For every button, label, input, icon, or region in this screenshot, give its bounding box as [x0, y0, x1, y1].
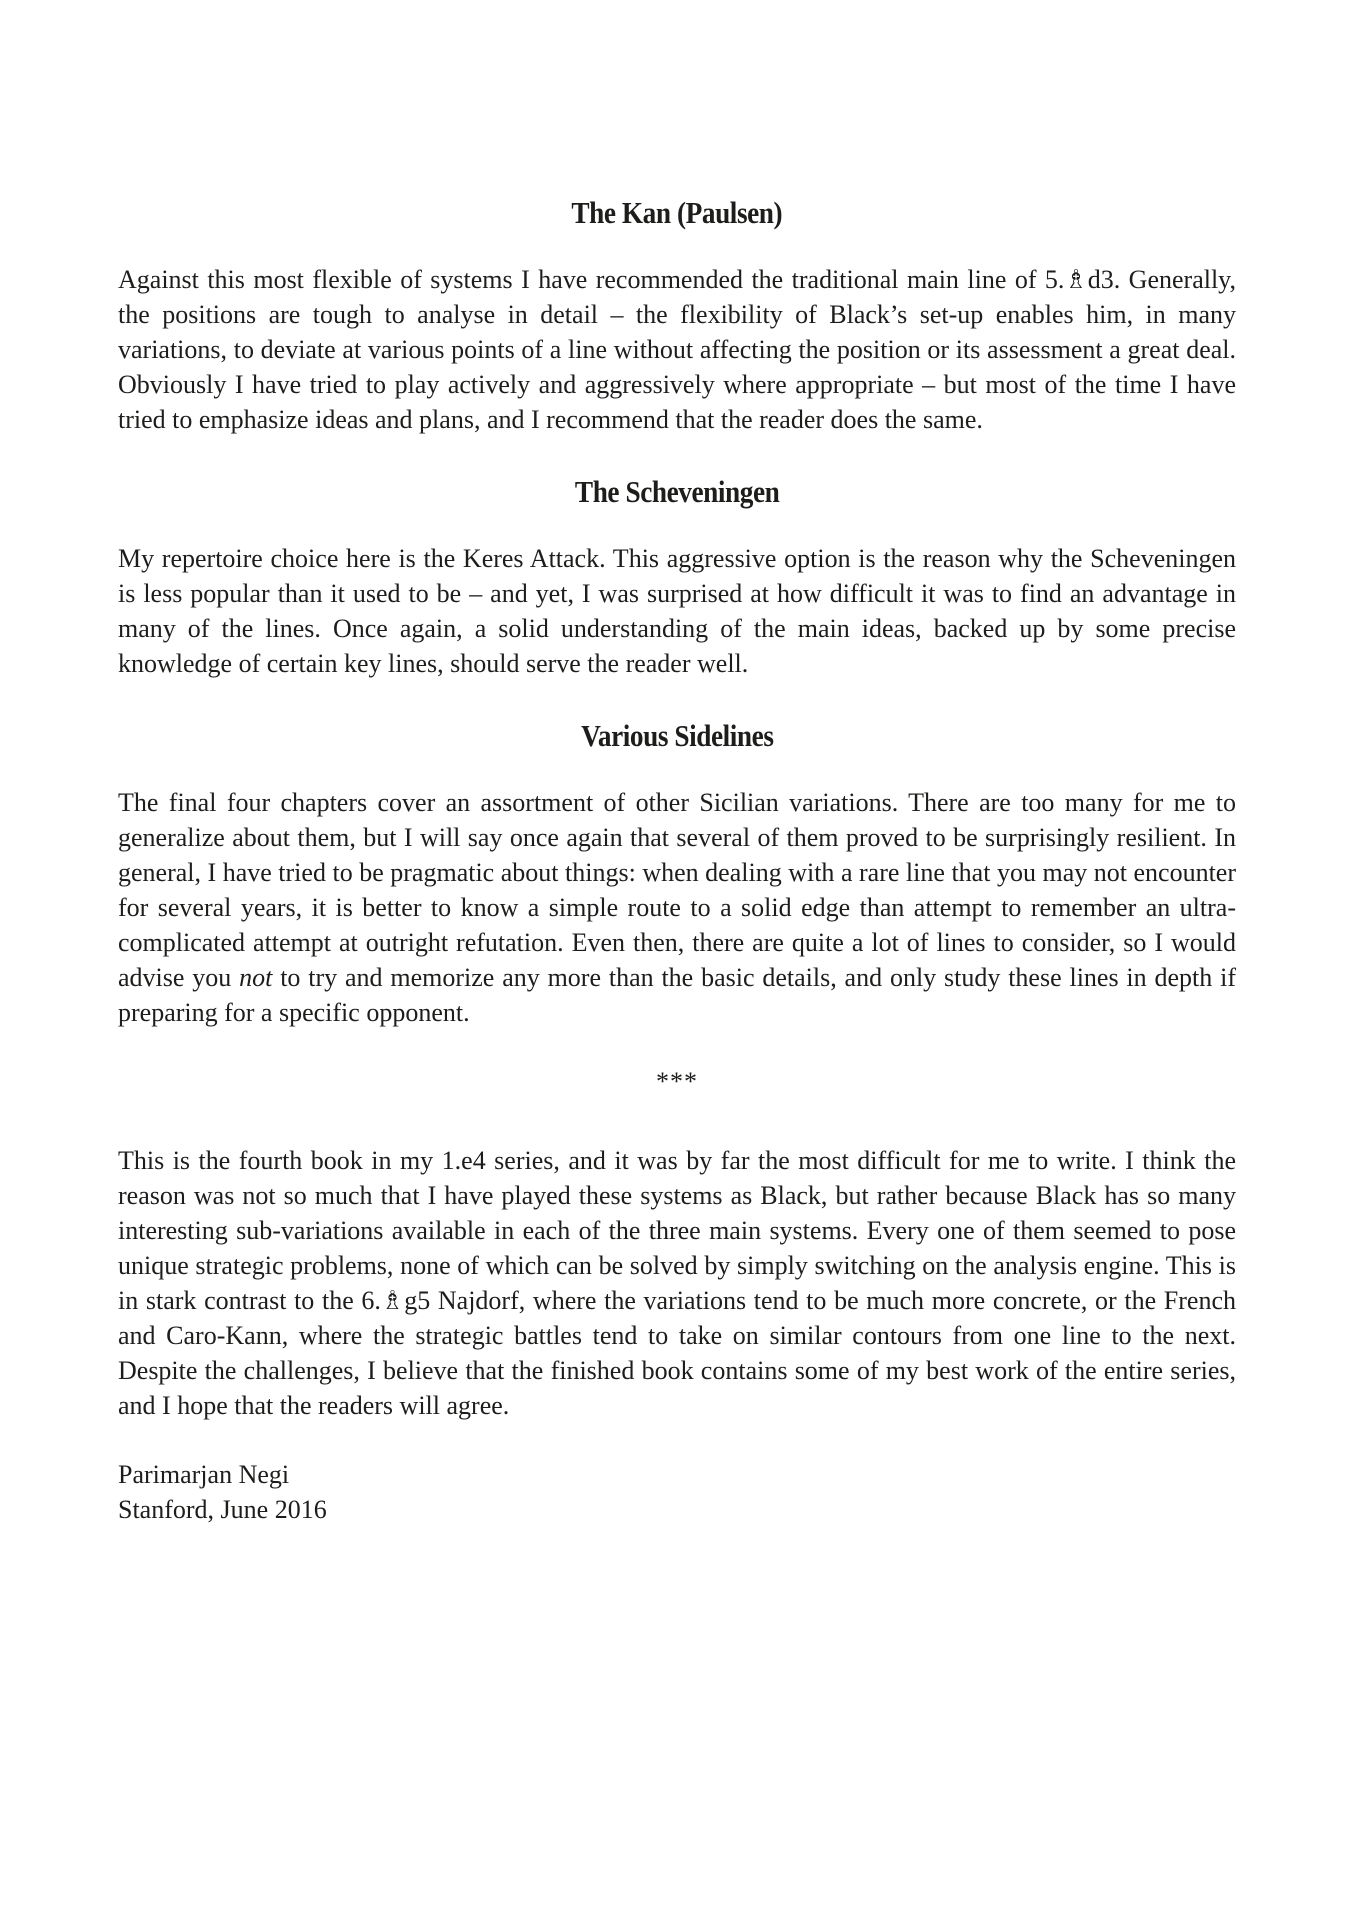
paragraph-various-sidelines — [118, 785, 1236, 1030]
text-run: The final four chapters cover an assortment of other Sicilian variations. There are too many for me to generalize about them, but I will say once again that several of them proved to be surprisingly resilient. In general, I have tried to be pragmatic about things: when dealing with a rare line that you may not encounter for several years, it is better to know a simple route to a solid edge than attempt to remember an ultra-complicated attempt at outright refutation. Even then, there are quite a lot of lines to consider, so I would advise you — [118, 788, 1236, 992]
signature-location-date: Stanford, June 2016 — [118, 1495, 327, 1524]
signature-author: Parimarjan Negi — [118, 1460, 290, 1489]
asterisk-separator: *** — [656, 1067, 698, 1096]
signature-block — [118, 1457, 1236, 1527]
section-heading-text: The Scheveningen — [574, 474, 780, 509]
section-heading-various-sidelines — [118, 715, 1236, 757]
text-run: to try and memorize any more than the basic details, and only study these lines in depth if preparing for a specific opponent. — [118, 963, 1236, 1027]
section-heading-text: Various Sidelines — [580, 718, 774, 753]
emphasized-text-run: not — [239, 963, 273, 992]
paragraph-scheveningen — [118, 541, 1236, 681]
text-run: Against this most flexible of systems I have recommended the traditional main line of 5.♗d3. Generally, the positions are tough to analyse in detail – the flexibility of Black’s set-up enables him, in many variations, to deviate at various points of a line without affecting the position or its assessment a great deal. Obviously I have tried to play actively and aggressively where appropriate – but most of the time I have tried to emphasize ideas and plans, and I recommend that the reader does the same. — [118, 265, 1236, 434]
paragraph-kan-paulsen — [118, 262, 1236, 437]
section-heading-scheveningen — [118, 471, 1236, 513]
text-run: This is the fourth book in my 1.e4 series, and it was by far the most difficult for me to write. I think the reason was not so much that I have played these systems as Black, but rather because Black has so many interesting sub-variations available in each of the three main systems. Every one of them seemed to pose unique strategic problems, none of which can be solved by simply switching on the analysis engine. This is in stark contrast to the 6.♗g5 Najdorf, where the variations tend to be much more concrete, or the French and Caro-Kann, where the strategic battles tend to take on similar contours from one line to the next. Despite the challenges, I believe that the finished book contains some of my best work of the entire series, and I hope that the readers will agree. — [118, 1146, 1236, 1420]
text-run: My repertoire choice here is the Keres Attack. This aggressive option is the reason why the Scheveningen is less popular than it used to be – and yet, I was surprised at how difficult it was to find an advantage in many of the lines. Once again, a solid understanding of the main ideas, backed up by some precise knowledge of certain key lines, should serve the reader well. — [118, 544, 1236, 678]
section-heading-text: The Kan (Paulsen) — [571, 195, 783, 230]
section-heading-kan-paulsen — [118, 192, 1236, 234]
paragraph-closing-remarks — [118, 1143, 1236, 1423]
